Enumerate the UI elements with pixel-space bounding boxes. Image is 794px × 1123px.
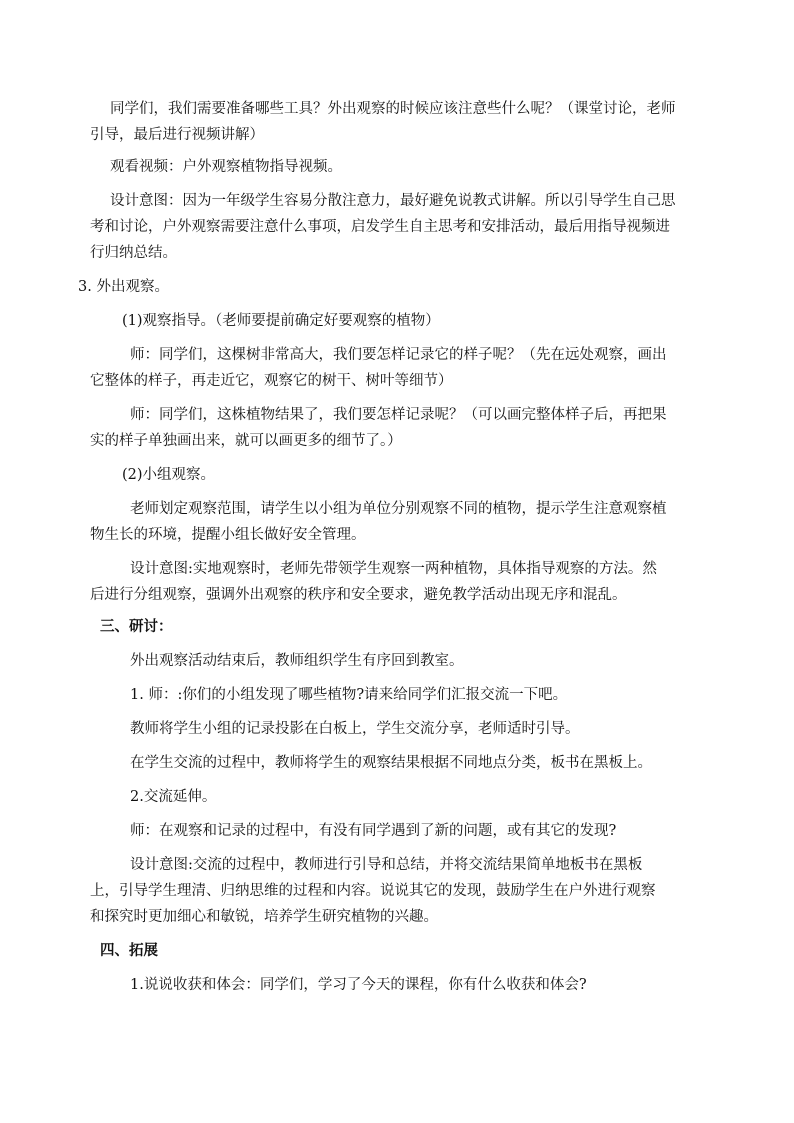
text-line: 设计意图:交流的过程中，教师进行引导和总结，并将交流结果简单地板书在黑板 — [130, 857, 643, 873]
text-line: 引导，最后进行视频讲解） — [90, 127, 264, 143]
text-line: 师：同学们，这株植物结果了，我们要怎样记录呢？（可以画完整体样子后，再把果 — [130, 407, 667, 423]
text-line: 考和讨论，户外观察需要注意什么事项，启发学生自主思考和安排活动，最后用指导视频进 — [90, 219, 670, 235]
heading-expansion: 四、拓展 — [100, 943, 158, 959]
paragraph-teacher-question: 1. 师：:你们的小组发现了哪些植物?请来给同学们汇报交流一下吧。 — [130, 687, 568, 703]
subsection-extension: 2.交流延伸。 — [130, 789, 217, 805]
paragraph-tools-question — [90, 96, 720, 148]
paragraph-whiteboard: 教师将学生小组的记录投影在白板上，学生交流分享，老师适时引导。 — [130, 721, 580, 737]
paragraph-design-intent-1 — [90, 188, 720, 266]
paragraph-fruit-recording — [90, 402, 720, 454]
text-line: 设计意图:实地观察时，老师先带领学生观察一两种植物，具体指导观察的方法。然 — [130, 561, 657, 577]
text-line: 后进行分组观察，强调外出观察的秩序和安全要求，避免教学活动出现无序和混乱。 — [90, 587, 627, 603]
paragraph-tree-recording — [90, 342, 720, 394]
text-line: 和探究时更加细心和敏锐，培养学生研究植物的兴趣。 — [90, 909, 438, 925]
text-line: 实的样子单独画出来，就可以画更多的细节了。） — [90, 433, 402, 449]
subsection-group-observation: (2)小组观察。 — [122, 467, 216, 483]
text-line: 同学们，我们需要准备哪些工具？外出观察的时候应该注意些什么呢？（课堂讨论，老师 — [110, 101, 676, 117]
text-line: 它整体的样子，再走近它，观察它的树干、树叶等细节） — [90, 373, 453, 389]
paragraph-classify-results: 在学生交流的过程中，教师将学生的观察结果根据不同地点分类，板书在黑板上。 — [130, 755, 652, 771]
heading-discussion: 三、研讨： — [100, 619, 173, 635]
paragraph-return-classroom: 外出观察活动结束后，教师组织学生有序回到教室。 — [130, 653, 464, 669]
text-line: 设计意图：因为一年级学生容易分散注意力，最好避免说教式讲解。所以引导学生自己思 — [110, 193, 676, 209]
text-line: 师：同学们，这棵树非常高大，我们要怎样记录它的样子呢？（先在远处观察，画出 — [130, 347, 667, 363]
paragraph-new-questions: 师：在观察和记录的过程中，有没有同学遇到了新的问题，或有其它的发现? — [130, 823, 617, 839]
text-line: 老师划定观察范围，请学生以小组为单位分别观察不同的植物，提示学生注意观察植 — [130, 501, 667, 517]
text-line: 上，引导学生理清、归纳思维的过程和内容。说说其它的发现，鼓励学生在户外进行观察 — [90, 883, 656, 899]
paragraph-reflection: 1.说说收获和体会：同学们，学习了今天的课程，你有什么收获和体会? — [130, 977, 587, 993]
paragraph-design-intent-3 — [90, 852, 720, 930]
text-line: 行归纳总结。 — [90, 245, 177, 261]
paragraph-observation-range — [90, 496, 720, 548]
paragraph-watch-video: 观看视频：户外观察植物指导视频。 — [110, 159, 342, 175]
subsection-observation-guide: (1)观察指导。（老师要提前确定好要观察的植物） — [122, 313, 440, 329]
text-line: 物生长的环境，提醒小组长做好安全管理。 — [90, 527, 366, 543]
paragraph-design-intent-2 — [90, 556, 720, 608]
section-outdoor-observation: 3. 外出观察。 — [78, 279, 169, 295]
